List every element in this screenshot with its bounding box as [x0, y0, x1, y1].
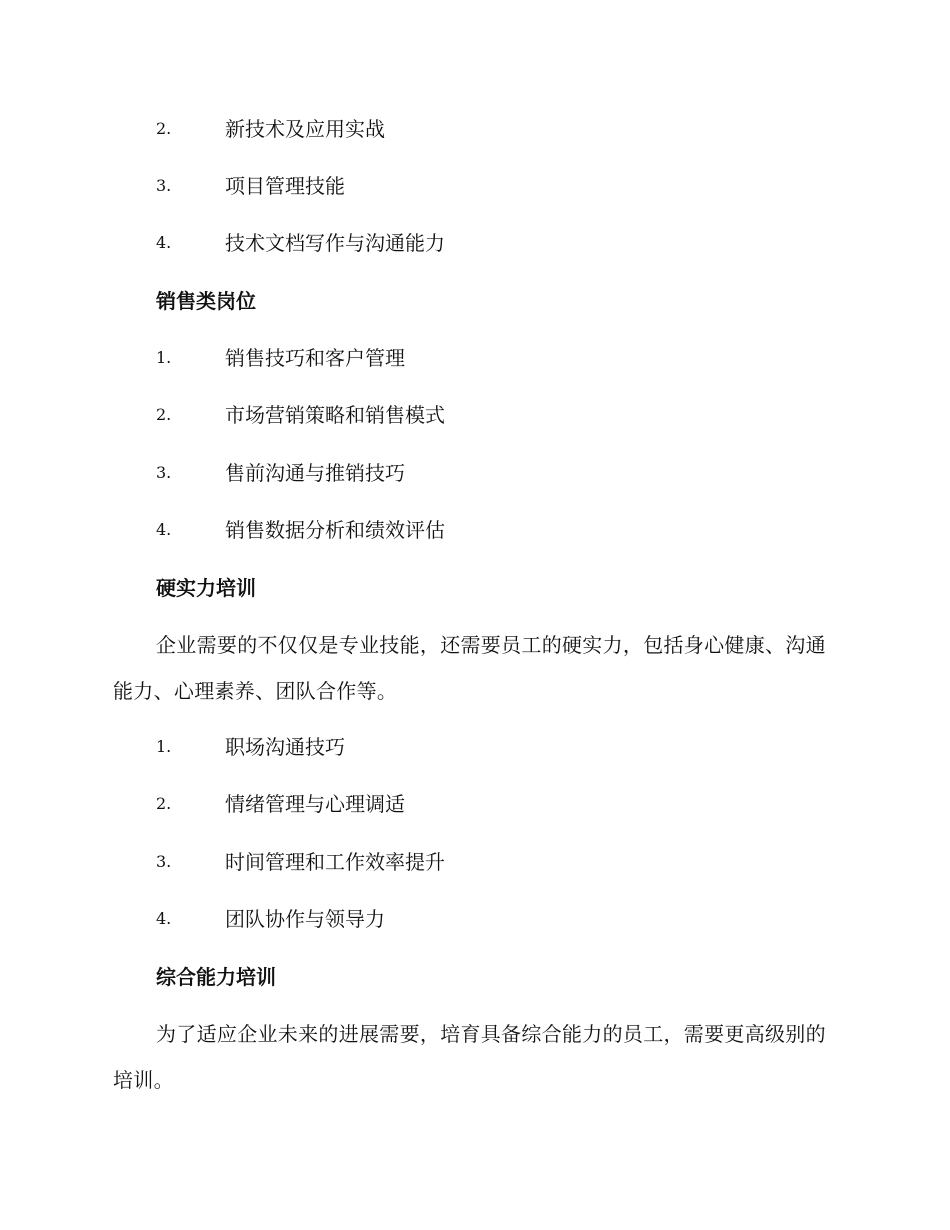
list-item	[0, 904, 950, 934]
section-heading-sales: 销售类岗位	[156, 289, 256, 313]
list-text: 销售技巧和客户管理	[225, 346, 405, 370]
list-text: 团队协作与领导力	[225, 907, 385, 931]
list-number: 2.	[156, 119, 172, 138]
list-item	[0, 847, 950, 877]
list-item	[0, 114, 950, 144]
list-item	[0, 458, 950, 488]
list-item	[0, 343, 950, 373]
list-item	[0, 171, 950, 201]
list-text: 销售数据分析和绩效评估	[225, 518, 445, 542]
section-heading-comprehensive: 综合能力培训	[156, 965, 276, 989]
list-item	[0, 400, 950, 430]
list-number: 3.	[156, 176, 172, 195]
list-number: 2.	[156, 794, 172, 813]
list-item	[0, 515, 950, 545]
list-number: 1.	[156, 348, 172, 367]
list-item	[0, 789, 950, 819]
list-number: 3.	[156, 852, 172, 871]
list-number: 4.	[156, 233, 172, 252]
paragraph-hard-skills: 企业需要的不仅仅是专业技能，还需要员工的硬实力，包括身心健康、沟通能力、心理素养、团队合作等。	[113, 633, 826, 703]
list-number: 4.	[156, 909, 172, 928]
list-number: 4.	[156, 520, 172, 539]
section-heading-hard-skills: 硬实力培训	[156, 576, 256, 600]
list-text: 技术文档写作与沟通能力	[225, 231, 445, 255]
list-item	[0, 732, 950, 762]
list-number: 2.	[156, 405, 172, 424]
list-text: 职场沟通技巧	[225, 735, 345, 759]
list-text: 情绪管理与心理调适	[225, 792, 405, 816]
list-text: 时间管理和工作效率提升	[225, 850, 445, 874]
list-text: 新技术及应用实战	[225, 117, 385, 141]
list-text: 项目管理技能	[225, 174, 345, 198]
list-number: 1.	[156, 737, 172, 756]
list-text: 市场营销策略和销售模式	[225, 403, 445, 427]
paragraph-comprehensive: 为了适应企业未来的进展需要，培育具备综合能力的员工，需要更高级别的培训。	[113, 1022, 826, 1092]
list-item	[0, 228, 950, 258]
list-number: 3.	[156, 463, 172, 482]
list-text: 售前沟通与推销技巧	[225, 461, 405, 485]
